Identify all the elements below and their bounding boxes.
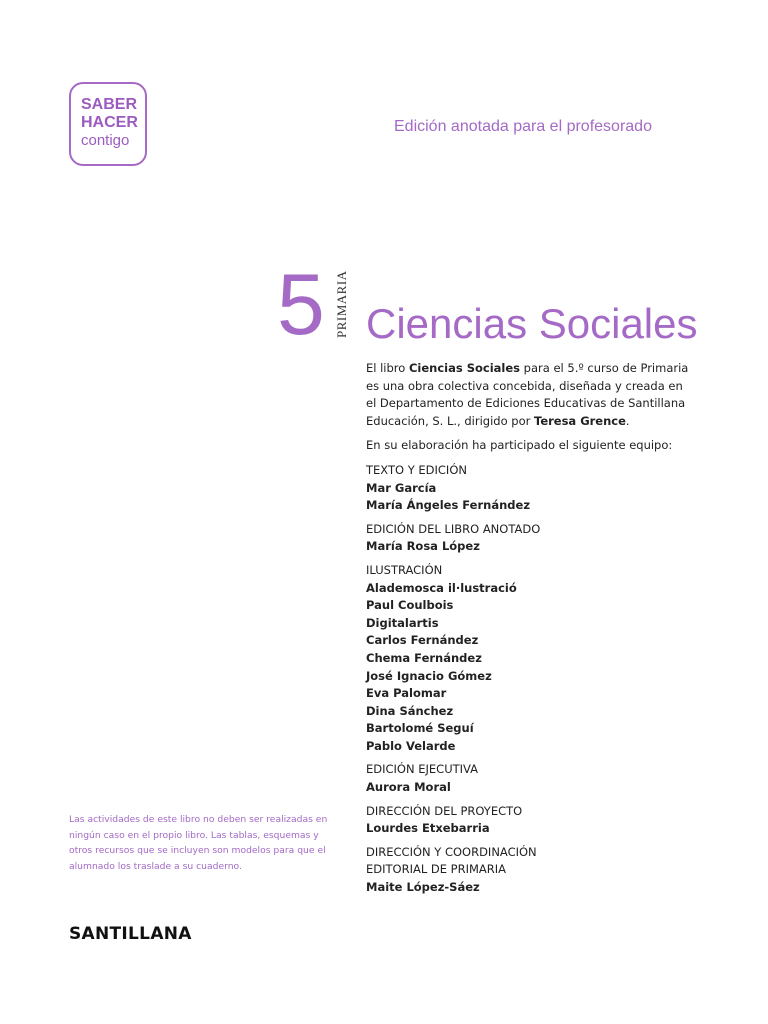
credit-role: EDICIÓN DEL LIBRO ANOTADO <box>366 521 541 536</box>
grade-number: 5 <box>277 257 325 353</box>
credit-group <box>366 761 696 796</box>
intro-book-name: Ciencias Sociales <box>408 361 521 375</box>
level-label: PRIMARIA <box>334 270 349 338</box>
credit-person: María Ángeles Fernández <box>366 498 531 513</box>
intro-text-1: El libro <box>366 361 409 375</box>
credit-role: EDITORIAL DE PRIMARIA <box>366 862 507 877</box>
team-intro: En su elaboración ha participado el siguiente equipo: <box>366 438 673 453</box>
credit-person: Aurora Moral <box>366 780 451 795</box>
credit-role: DIRECCIÓN DEL PROYECTO <box>366 803 523 818</box>
intro-paragraph <box>366 360 696 430</box>
credit-person: María Rosa López <box>366 539 480 554</box>
credit-person: José Ignacio Gómez <box>366 668 492 683</box>
saber-hacer-contigo-logo <box>69 82 147 166</box>
credit-person: Maite López-Sáez <box>366 880 480 895</box>
credit-group <box>366 803 696 838</box>
credit-person: Carlos Fernández <box>366 633 479 648</box>
credit-role: EDICIÓN EJECUTIVA <box>366 762 479 777</box>
credit-person: Pablo Velarde <box>366 738 456 753</box>
intro-text-3: . <box>625 413 630 428</box>
credit-role: TEXTO Y EDICIÓN <box>366 462 467 477</box>
credits-block <box>366 360 696 903</box>
credit-groups <box>366 462 696 897</box>
credit-role: DIRECCIÓN Y COORDINACIÓN <box>366 844 537 859</box>
intro-text-2: para el 5.º curso de Primaria es una obra colectiva concebida, diseñada y creada en el Departamento de Ediciones Educativas de Santillana Educación, S. L., dirigido por <box>366 361 689 428</box>
credit-group <box>366 462 696 515</box>
credit-person: Mar García <box>366 480 437 495</box>
logo-line-2: HACER <box>81 114 138 131</box>
credit-person: Paul Coulbois <box>366 598 454 613</box>
usage-notice: Las actividades de este libro no deben ser realizadas en ningún caso en el propio libro. Las tablas, esquemas y otros recursos que se incluyen son modelos para que el alumnado los traslade a su cuaderno. <box>69 814 328 872</box>
edition-label: Edición anotada para el profesorado <box>394 118 652 135</box>
credit-person: Digitalartis <box>366 615 439 630</box>
credit-role: ILUSTRACIÓN <box>366 562 443 577</box>
credit-group <box>366 562 696 756</box>
credit-group <box>366 844 696 897</box>
credit-person: Alademosca il·lustració <box>366 580 517 595</box>
book-title: Ciencias Sociales <box>366 300 698 347</box>
credit-person: Dina Sánchez <box>366 703 454 718</box>
publisher-logo: SANTILLANA <box>69 924 192 944</box>
logo-line-3: contigo <box>81 132 130 149</box>
logo-line-1: SABER <box>81 96 138 113</box>
credit-person: Bartolomé Seguí <box>366 721 474 736</box>
credit-person: Eva Palomar <box>366 686 447 701</box>
credit-person: Chema Fernández <box>366 650 482 665</box>
credit-group <box>366 521 696 556</box>
credit-person: Lourdes Etxebarria <box>366 821 490 836</box>
intro-director: Teresa Grence <box>534 413 626 428</box>
